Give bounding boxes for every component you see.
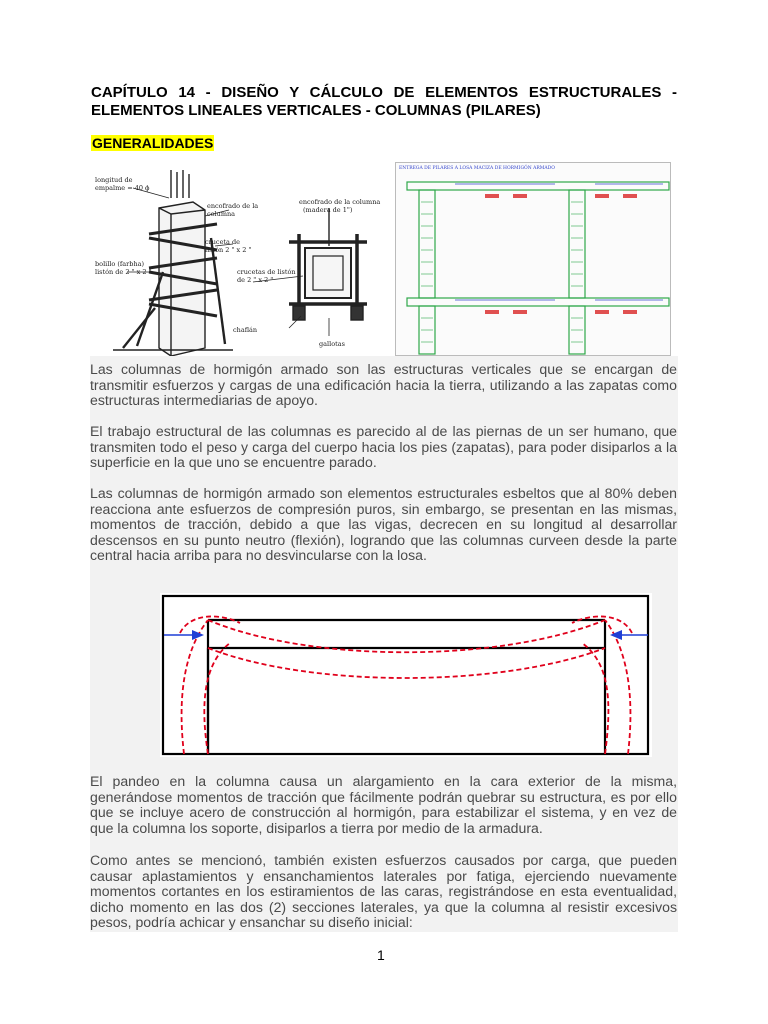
label-gallotas: gallotas bbox=[319, 340, 345, 348]
label-encofrado-col: encofrado de la columna bbox=[299, 198, 381, 206]
label-encofrado: encofrado de la bbox=[207, 202, 259, 210]
label-cruceta: cruceta de bbox=[205, 238, 240, 246]
paragraph-2: El trabajo estructural de las columnas es parecido al de las piernas de un ser humano, que transmiten todo el peso y carga del cuerpo hacia los pies (zapatas), para poder disiparlos a la superficie en la que uno se encuentre parado. bbox=[90, 423, 677, 471]
section-heading: GENERALIDADES bbox=[92, 135, 214, 151]
label-empalme: empalme = 40 ϕ bbox=[95, 184, 150, 192]
label-madera: (madera de 1") bbox=[303, 206, 353, 214]
paragraph-4: El pandeo en la columna causa un alargamiento en la cara exterior de la misma, generándose momentos de tracción que fácilmente podrán quebrar su estructura, es por ello que se incluye acero de construcción al hormigón, para estabilizar el sistema, y en vez de que la columna los soporte, disiparlos a tierra por medio de la armadura. bbox=[90, 773, 677, 836]
paragraph-1: Las columnas de hormigón armado son las estructuras verticales que se encargan de transmitir esfuerzos y cargas de una edificación hacia la tierra, utilizando a las zapatas como estructuras intermediarias de apoyo. bbox=[90, 361, 677, 409]
formwork-illustration bbox=[93, 168, 383, 358]
paragraph-3: Las columnas de hormigón armado son elementos estructurales esbeltos que al 80% deben reacciona ante esfuerzos de compresión puros, sin embargo, se presentan en las mismas, momentos de tracción, debido a que las vigas, decrecen en su longitud al desarrollar descensos en su punto neutro (flexión), logrando que las columnas curveen desde la parte central hacia arriba para no desvincularse con la losa. bbox=[90, 485, 677, 564]
label-crucetas: crucetas de listón bbox=[237, 268, 296, 276]
label-bolillo: bolillo (farbha) bbox=[95, 260, 145, 268]
cad-caption: ENTREGA DE PILARES A LOSA MACIZA DE HORMIGÓN ARMADO bbox=[399, 166, 555, 171]
label-crucetas-dim: de 2 " x 2 " bbox=[237, 276, 274, 284]
label-bolillo-liston: listón de 2 " x 2 " bbox=[95, 268, 152, 276]
page-number: 1 bbox=[377, 947, 385, 963]
label-longitud: longitud de bbox=[95, 176, 133, 184]
label-chaflan: chaflán bbox=[233, 326, 258, 334]
paragraph-5: Como antes se mencionó, también existen esfuerzos causados por carga, que pueden causar aplastamientos y ensanchamientos laterales por fatiga, ejerciendo nuevamente momentos cortantes en los estiramientos de las caras, registrándose en esta eventualidad, dicho momento en las dos (2) secciones laterales, ya que la columna al resistir excesivos pesos, podría achicar y ensanchar su diseño inicial: bbox=[90, 852, 677, 931]
label-liston: listón 2 " x 2 " bbox=[205, 246, 252, 254]
buckling-diagram bbox=[160, 593, 652, 757]
cad-drawing bbox=[395, 162, 671, 356]
label-columna: columna bbox=[207, 210, 236, 218]
chapter-title: CAPÍTULO 14 - DISEÑO Y CÁLCULO DE ELEMENTOS ESTRUCTURALES - ELEMENTOS LINEALES VERTICALES - COLUMNAS (PILARES) bbox=[91, 84, 677, 119]
